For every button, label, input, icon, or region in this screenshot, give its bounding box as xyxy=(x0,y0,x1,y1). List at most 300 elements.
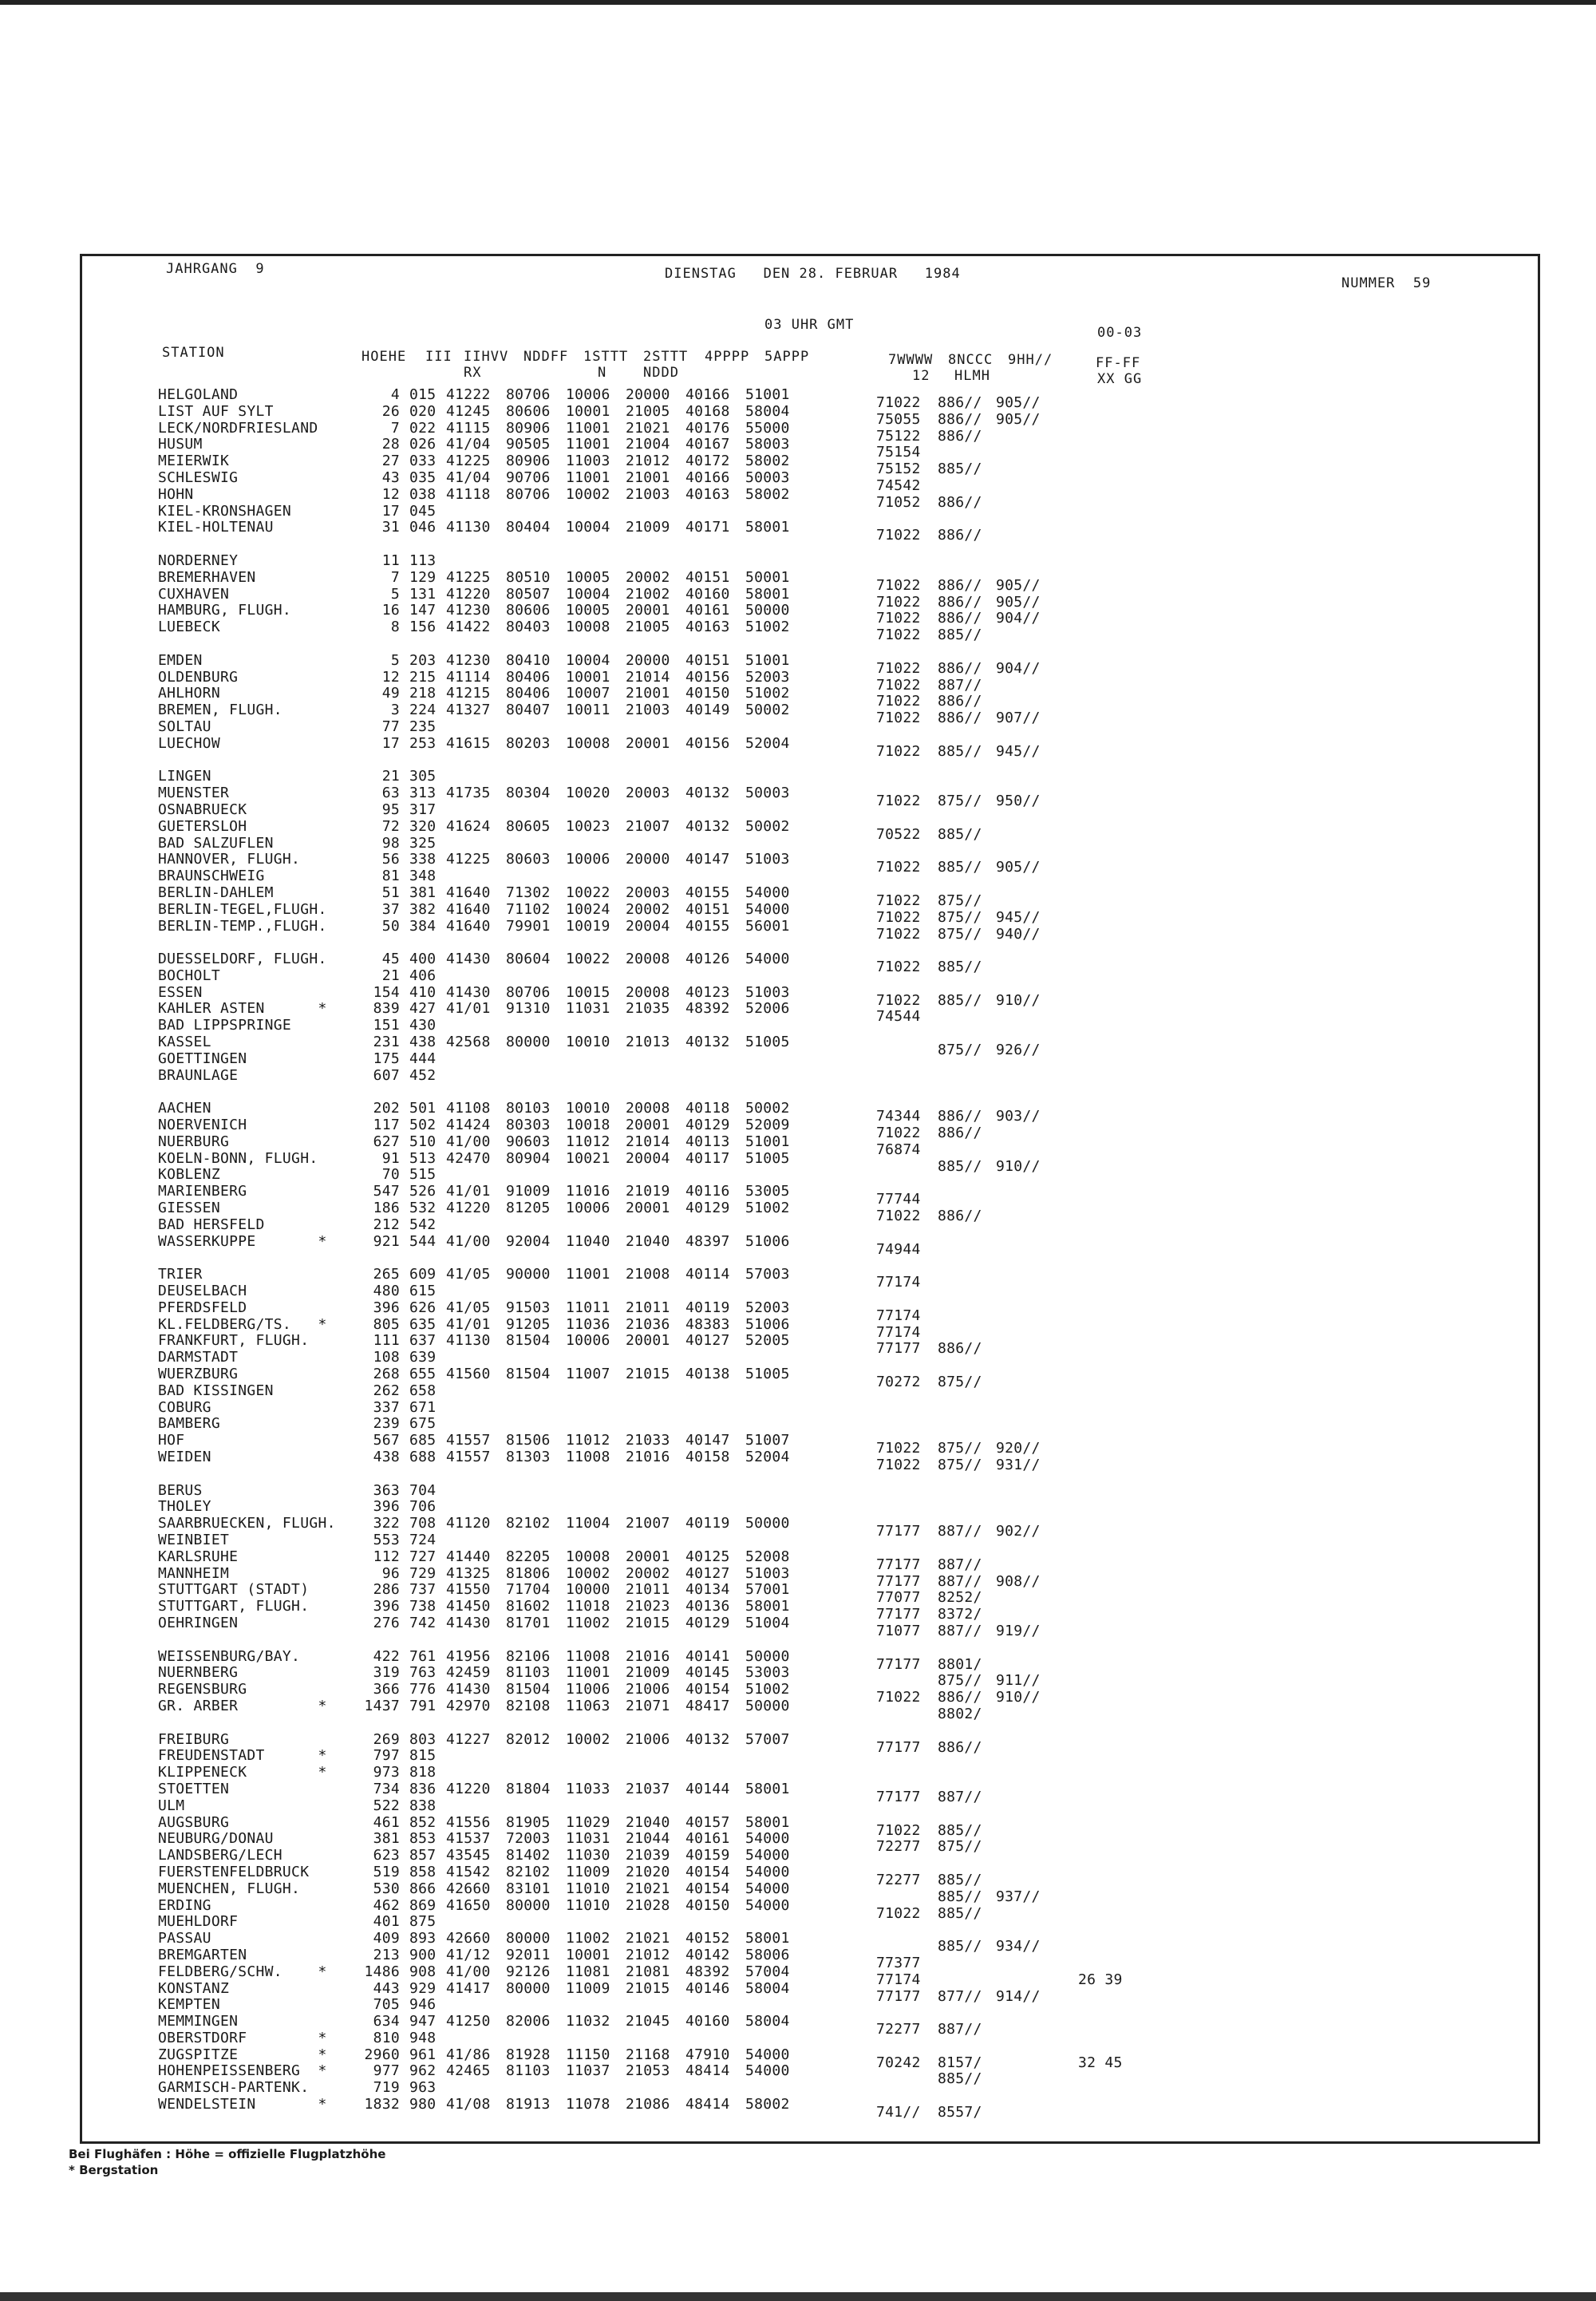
cell-f: 51002 xyxy=(745,619,790,636)
cell-m xyxy=(1078,2088,1123,2105)
cell-d: 21006 xyxy=(626,1730,670,1748)
cell-g: 77174 xyxy=(876,1307,921,1324)
cell-k: 886// xyxy=(938,410,982,428)
cell-c xyxy=(566,1350,610,1366)
cell-e xyxy=(685,1350,730,1366)
cell-k: 887// xyxy=(938,2021,982,2038)
cell-m xyxy=(1078,1341,1123,1358)
cell-m xyxy=(1078,927,1123,943)
cell-l: 905// xyxy=(996,859,1041,876)
cell-h: 175 xyxy=(373,1050,400,1067)
cell-e: 40118 xyxy=(685,1100,730,1117)
cell-m xyxy=(1078,495,1123,512)
cell-m xyxy=(1078,727,1123,744)
cell-c: 11032 xyxy=(566,2013,610,2030)
cell-f: 58004 xyxy=(745,402,790,420)
cell-g: 71022 xyxy=(876,1125,921,1142)
cell-c: 10015 xyxy=(566,983,610,1001)
cell-i: 020 xyxy=(409,402,437,420)
cell-h: 49 xyxy=(381,685,400,702)
cell-h: 50 xyxy=(381,917,400,935)
cell-k xyxy=(938,1242,982,1259)
cell-k: 8157/ xyxy=(938,2054,982,2071)
cell-g xyxy=(876,943,921,959)
cell-c: 10010 xyxy=(566,1034,610,1051)
cell-i: 452 xyxy=(409,1066,437,1084)
cell-d: 21019 xyxy=(626,1183,670,1200)
cell-a xyxy=(446,536,491,553)
cell-g: 74944 xyxy=(876,1240,921,1258)
cell-g xyxy=(876,844,921,860)
cell-l xyxy=(996,1192,1041,1208)
cell-c: 11029 xyxy=(566,1813,610,1831)
cell-a: 41/00 xyxy=(446,1232,491,1250)
cell-g xyxy=(876,1026,921,1042)
cell-i: 761 xyxy=(409,1647,437,1665)
cell-d xyxy=(626,1018,670,1034)
cell-l xyxy=(996,1756,1041,1773)
cell-h: 91 xyxy=(381,1149,400,1167)
cell-k: 886// xyxy=(938,693,982,710)
cell-d: 21033 xyxy=(626,1432,670,1449)
cell-i: 875 xyxy=(409,1913,437,1931)
cell-f: 58001 xyxy=(745,585,790,603)
cell-s: MEIERWIK xyxy=(158,453,230,470)
cell-h: 553 xyxy=(373,1531,400,1548)
cell-b: 91205 xyxy=(506,1315,551,1333)
cell-h: 43 xyxy=(381,469,400,486)
cell-f: 51003 xyxy=(745,851,790,868)
cell-e: 40132 xyxy=(685,785,730,802)
column-7wwww xyxy=(876,395,921,2121)
cell-m xyxy=(1078,1374,1123,1391)
cell-b: 82108 xyxy=(506,1697,551,1714)
cell-d xyxy=(626,1416,670,1433)
cell-a xyxy=(446,1350,491,1366)
cell-a: 41325 xyxy=(446,1564,491,1582)
cell-c xyxy=(566,1283,610,1300)
cell-f xyxy=(745,1483,790,1500)
cell-s xyxy=(158,1084,358,1101)
cell-l xyxy=(996,1275,1041,1291)
cell-m xyxy=(1078,1723,1123,1740)
cell-d: 20001 xyxy=(626,1332,670,1350)
cell-g xyxy=(876,761,921,777)
cell-d: 21008 xyxy=(626,1266,670,1283)
cell-s: BERLIN-DAHLEM xyxy=(158,884,274,901)
cell-i: 963 xyxy=(409,2079,437,2097)
cell-s: KASSEL xyxy=(158,1034,211,1051)
cell-g: 71022 xyxy=(876,991,921,1009)
cell-g: 71022 xyxy=(876,659,921,677)
cell-b: 82106 xyxy=(506,1647,551,1665)
cell-s: KONSTANZ xyxy=(158,1979,230,1997)
cell-l xyxy=(996,512,1041,528)
cell-g: 77077 xyxy=(876,1589,921,1607)
cell-d: 20001 xyxy=(626,734,670,752)
cell-f xyxy=(745,1250,790,1267)
cell-i: 776 xyxy=(409,1681,437,1698)
cell-k xyxy=(938,1142,982,1159)
cell-h: 21 xyxy=(381,768,400,785)
cell-g: 71022 xyxy=(876,1208,921,1225)
cell-g xyxy=(876,1706,921,1723)
cell-b: 81402 xyxy=(506,1847,551,1864)
cell-c: 11002 xyxy=(566,1930,610,1947)
cell-s xyxy=(158,935,358,951)
cell-c: 10004 xyxy=(566,651,610,669)
cell-a xyxy=(446,1217,491,1234)
cell-b: 80410 xyxy=(506,651,551,669)
cell-s: WASSERKUPPE * xyxy=(158,1232,327,1250)
cell-s: EMDEN xyxy=(158,651,203,669)
cell-f xyxy=(745,1350,790,1366)
cell-b xyxy=(506,836,551,852)
cell-g xyxy=(876,2005,921,2022)
cell-c xyxy=(566,1167,610,1184)
cell-e: 40129 xyxy=(685,1117,730,1134)
cell-c: 11001 xyxy=(566,469,610,486)
cell-s: STUTTGART, FLUGH. xyxy=(158,1598,310,1615)
cell-a xyxy=(446,1416,491,1433)
cell-m xyxy=(1078,528,1123,544)
cell-a xyxy=(446,1499,491,1516)
cell-h: 396 xyxy=(373,1598,400,1615)
cell-m xyxy=(1078,2022,1123,2038)
cell-b xyxy=(506,1466,551,1483)
cell-m xyxy=(1078,1906,1123,1923)
cell-d xyxy=(626,769,670,785)
cell-a xyxy=(446,1715,491,1732)
cell-s xyxy=(158,1632,358,1649)
cell-e: 40142 xyxy=(685,1946,730,1963)
cell-g xyxy=(876,1258,921,1275)
cell-g: 741// xyxy=(876,2104,921,2121)
cell-m xyxy=(1078,1059,1123,1076)
cell-a: 41120 xyxy=(446,1515,491,1532)
cell-b: 81103 xyxy=(506,2062,551,2080)
cell-g: 71022 xyxy=(876,693,921,710)
cell-b: 80706 xyxy=(506,485,551,503)
cell-d: 20002 xyxy=(626,900,670,918)
cell-l xyxy=(996,429,1041,445)
cell-b xyxy=(506,1483,551,1500)
cell-a: 41114 xyxy=(446,668,491,686)
cell-h: 213 xyxy=(373,1946,400,1963)
cell-m xyxy=(1078,1391,1123,1408)
cell-k xyxy=(938,1640,982,1657)
cell-i: 046 xyxy=(409,519,437,536)
cell-b: 81905 xyxy=(506,1813,551,1831)
cell-k xyxy=(938,561,982,578)
cell-k: 886// xyxy=(938,1340,982,1358)
cell-m xyxy=(1078,1308,1123,1325)
cell-b xyxy=(506,1400,551,1417)
cell-c: 11018 xyxy=(566,1598,610,1615)
cell-k: 886// xyxy=(938,1208,982,1225)
cell-m xyxy=(1078,1806,1123,1823)
cell-i: 045 xyxy=(409,502,437,520)
cell-m xyxy=(1078,1159,1123,1176)
cell-e: 40160 xyxy=(685,2013,730,2030)
cell-i xyxy=(409,1250,436,1267)
cell-e: 40138 xyxy=(685,1366,730,1383)
cell-f: 52004 xyxy=(745,1449,790,1465)
cell-c: 10002 xyxy=(566,1564,610,1582)
cell-h: 21 xyxy=(381,967,400,984)
cell-m xyxy=(1078,1026,1123,1042)
cell-i: 033 xyxy=(409,453,437,470)
cell-k: 885// xyxy=(938,991,982,1009)
column-8nccc xyxy=(938,395,982,2121)
cell-b: 80103 xyxy=(506,1100,551,1117)
cell-f xyxy=(745,1084,790,1101)
cell-f: 51002 xyxy=(745,685,790,702)
cell-g xyxy=(876,810,921,827)
cell-h: 268 xyxy=(373,1366,400,1383)
cell-i: 224 xyxy=(409,702,437,719)
cell-m xyxy=(1078,1408,1123,1425)
cell-a: 41327 xyxy=(446,702,491,719)
cell-m xyxy=(1078,1109,1123,1125)
cell-m xyxy=(1078,1872,1123,1889)
footnote-airport-height: Bei Flughäfen : Höhe = offizielle Flugplatzhöhe xyxy=(69,2147,386,2161)
cell-e: 40156 xyxy=(685,668,730,686)
cell-m xyxy=(1078,461,1123,478)
cell-c: 11030 xyxy=(566,1847,610,1864)
cell-g: 71022 xyxy=(876,576,921,594)
cell-g xyxy=(876,876,921,893)
cell-b: 80603 xyxy=(506,851,551,868)
cell-m xyxy=(1078,1955,1123,1972)
cell-l xyxy=(996,1607,1041,1623)
cell-d: 20000 xyxy=(626,386,670,403)
cell-s: BAD HERSFELD xyxy=(158,1216,265,1233)
cell-c: 11001 xyxy=(566,436,610,453)
cell-d xyxy=(626,553,670,570)
cell-s: BREMEN, FLUGH. xyxy=(158,702,282,719)
cell-s: STOETTEN xyxy=(158,1780,230,1797)
cell-s: KOBLENZ xyxy=(158,1166,220,1184)
cell-m xyxy=(1078,710,1123,727)
cell-m xyxy=(1078,1756,1123,1773)
cell-d: 21035 xyxy=(626,1000,670,1018)
cell-g: 77177 xyxy=(876,1987,921,2005)
cell-l xyxy=(996,1125,1041,1142)
cell-l xyxy=(996,1009,1041,1026)
cell-d: 21014 xyxy=(626,1133,670,1150)
cell-l xyxy=(996,1972,1041,1989)
cell-b xyxy=(506,802,551,819)
cell-h: 719 xyxy=(373,2079,400,2097)
cell-i: 727 xyxy=(409,1548,437,1565)
cell-k xyxy=(938,1856,982,1872)
cell-m xyxy=(1078,1092,1123,1109)
cell-f: 55000 xyxy=(745,419,790,437)
cell-s: OLDENBURG xyxy=(158,668,239,686)
cell-l xyxy=(996,2071,1041,2088)
cell-l xyxy=(996,1325,1041,1342)
cell-s: GOETTINGEN xyxy=(158,1050,247,1067)
column-iihvv xyxy=(446,387,491,2113)
cell-b xyxy=(506,1350,551,1366)
cell-i: 929 xyxy=(409,1979,437,1997)
cell-b: 80304 xyxy=(506,785,551,802)
cell-f: 50002 xyxy=(745,1100,790,1117)
cell-s: BERLIN-TEMP.,FLUGH. xyxy=(158,917,327,935)
date-label: DIENSTAG DEN 28. FEBRUAR 1984 xyxy=(665,266,961,282)
cell-g: 71022 xyxy=(876,1821,921,1839)
cell-l xyxy=(996,1906,1041,1923)
cell-m xyxy=(1078,644,1123,661)
col-1sttt-sub: N xyxy=(598,365,607,381)
cell-k: 886// xyxy=(938,593,982,611)
cell-l: 919// xyxy=(996,1622,1041,1639)
cell-e: 40132 xyxy=(685,1034,730,1051)
cell-b: 79901 xyxy=(506,917,551,935)
cell-i: 515 xyxy=(409,1166,437,1184)
cell-d xyxy=(626,1765,670,1781)
cell-d: 21007 xyxy=(626,817,670,835)
cell-e: 48392 xyxy=(685,1000,730,1018)
cell-l xyxy=(996,1557,1041,1574)
cell-i xyxy=(409,1084,436,1101)
cell-s: GIESSEN xyxy=(158,1200,220,1217)
cell-i: 858 xyxy=(409,1863,437,1880)
cell-e xyxy=(685,1914,730,1931)
cell-c: 11008 xyxy=(566,1647,610,1665)
cell-b: 81928 xyxy=(506,2046,551,2063)
cell-a: 42465 xyxy=(446,2062,491,2080)
cell-k: 886// xyxy=(938,1738,982,1756)
cell-d: 21005 xyxy=(626,619,670,636)
cell-m xyxy=(1078,876,1123,893)
cell-c xyxy=(566,1798,610,1815)
cell-s: COBURG xyxy=(158,1398,211,1416)
cell-a xyxy=(446,1765,491,1781)
cell-k: 875// xyxy=(938,1838,982,1856)
cell-h: 396 xyxy=(373,1299,400,1316)
cell-g xyxy=(876,1059,921,1076)
cell-f: 54000 xyxy=(745,1863,790,1880)
cell-c: 11011 xyxy=(566,1299,610,1316)
cell-s: BOCHOLT xyxy=(158,967,220,984)
cell-h: 17 xyxy=(381,734,400,752)
cell-s: NORDERNEY xyxy=(158,552,239,569)
cell-s: KL.FELDBERG/TS. * xyxy=(158,1315,327,1333)
cell-i: 502 xyxy=(409,1117,437,1134)
cell-a: 41440 xyxy=(446,1548,491,1565)
cell-h xyxy=(354,1084,400,1101)
cell-a: 41118 xyxy=(446,485,491,503)
cell-h: 11 xyxy=(381,552,400,569)
cell-h: 363 xyxy=(373,1481,400,1499)
cell-g: 74344 xyxy=(876,1108,921,1125)
cell-e: 40147 xyxy=(685,1432,730,1449)
cell-k xyxy=(938,445,982,461)
cell-d: 21002 xyxy=(626,585,670,603)
cell-d: 20008 xyxy=(626,983,670,1001)
col-5appp: 5APPP xyxy=(764,349,810,365)
col-9hh: 9HH// xyxy=(1008,352,1053,368)
cell-d xyxy=(626,802,670,819)
cell-k xyxy=(938,1424,982,1441)
cell-a: 42660 xyxy=(446,1880,491,1897)
cell-e: 40129 xyxy=(685,1200,730,1217)
cell-i: 658 xyxy=(409,1382,437,1399)
cell-f: 54000 xyxy=(745,900,790,918)
cell-s: BREMGARTEN xyxy=(158,1946,247,1963)
cell-l xyxy=(996,777,1041,793)
cell-m xyxy=(1078,1457,1123,1474)
cell-s: AUGSBURG xyxy=(158,1813,230,1831)
cell-s: HELGOLAND xyxy=(158,386,239,403)
cell-e: 40132 xyxy=(685,817,730,835)
cell-h: 438 xyxy=(373,1449,400,1465)
cell-m xyxy=(1078,1922,1123,1939)
cell-m xyxy=(1078,976,1123,993)
cell-f: 58002 xyxy=(745,485,790,503)
cell-m xyxy=(1078,827,1123,844)
cell-g: 77174 xyxy=(876,1323,921,1341)
cell-b: 71302 xyxy=(506,884,551,901)
cell-s: HANNOVER, FLUGH. xyxy=(158,851,301,868)
cell-f xyxy=(745,1798,790,1815)
cell-b xyxy=(506,1167,551,1184)
cell-l xyxy=(996,1823,1041,1840)
cell-g: 71022 xyxy=(876,1689,921,1706)
cell-c: 10007 xyxy=(566,685,610,702)
cell-d xyxy=(626,1532,670,1549)
cell-l xyxy=(996,627,1041,644)
cell-m xyxy=(1078,1424,1123,1441)
cell-f: 57003 xyxy=(745,1266,790,1283)
cell-s: WEINBIET xyxy=(158,1531,230,1548)
col-2sttt: 2STTT xyxy=(643,349,689,365)
cell-e xyxy=(685,769,730,785)
cell-a: 41130 xyxy=(446,519,491,536)
cell-s: LIST AUF SYLT xyxy=(158,402,274,420)
cell-k xyxy=(938,1009,982,1026)
cell-l: 920// xyxy=(996,1440,1041,1457)
cell-h: 12 xyxy=(381,668,400,686)
cell-d: 21037 xyxy=(626,1780,670,1797)
cell-a: 42470 xyxy=(446,1149,491,1167)
cell-b: 82012 xyxy=(506,1730,551,1748)
cell-a: 41735 xyxy=(446,785,491,802)
cell-b xyxy=(506,1748,551,1765)
cell-g xyxy=(876,1159,921,1176)
cell-e: 40119 xyxy=(685,1299,730,1316)
cell-l xyxy=(996,528,1041,544)
cell-s: KOELN-BONN, FLUGH. xyxy=(158,1149,318,1167)
cell-h: 973 xyxy=(373,1764,400,1781)
cell-b xyxy=(506,769,551,785)
cell-k: 875// xyxy=(938,1042,982,1059)
cell-g: 77177 xyxy=(876,1340,921,1358)
cell-e xyxy=(685,1400,730,1417)
cell-k: 887// xyxy=(938,676,982,694)
cell-c xyxy=(566,1914,610,1931)
cell-k: 877// xyxy=(938,1987,982,2005)
cell-h: 117 xyxy=(373,1117,400,1134)
cell-f: 52003 xyxy=(745,1299,790,1316)
cell-e xyxy=(685,1068,730,1085)
cell-g: 77377 xyxy=(876,1954,921,1971)
cell-l xyxy=(996,1225,1041,1242)
cell-d: 21001 xyxy=(626,469,670,486)
cell-i xyxy=(409,935,436,951)
